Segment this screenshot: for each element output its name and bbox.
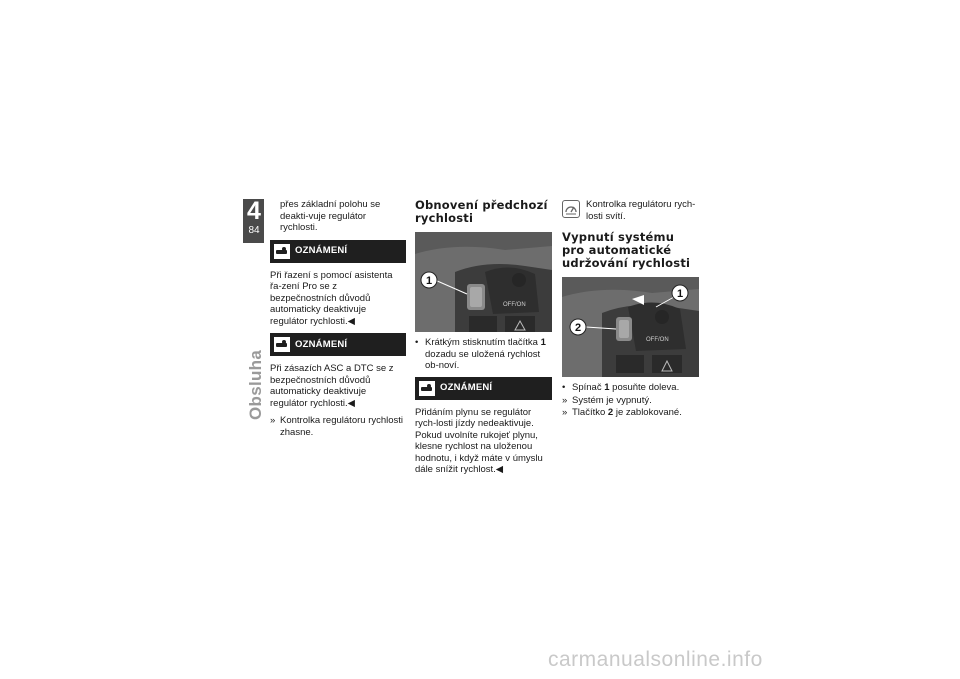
step-text-pre: Spínač <box>572 382 605 393</box>
section-title: Obsluha <box>246 349 265 420</box>
column-2 <box>415 199 552 482</box>
callout-2: 2 <box>574 322 582 334</box>
watermark: carmanualsonline.info <box>548 648 763 671</box>
section-heading: Obnovení předchozí rychlosti <box>415 198 548 225</box>
step-num: 2 <box>607 407 614 418</box>
column-3 <box>562 199 699 424</box>
handlebar-switch-photo <box>562 277 699 377</box>
list-item <box>270 415 406 438</box>
notice-text: Při zásazích ASC a DTC se z bezpečnostních důvodů automaticky deaktivuje regulátor rychlosti.◀ <box>270 363 394 409</box>
switch-label: OFF/ON <box>503 302 526 308</box>
step-text-post: posuňte doleva. <box>609 382 680 393</box>
result-text: Kontrolka regulátoru rychlosti zhasne. <box>280 415 404 438</box>
section-heading: Vypnutí systému pro automatické udržování rychlosti <box>562 230 691 270</box>
list-item <box>562 382 699 394</box>
steps-list <box>415 337 552 372</box>
notice-label: OZNÁMENÍ <box>295 245 348 257</box>
notice-label: OZNÁMENÍ <box>295 338 348 350</box>
list-item <box>562 407 699 419</box>
callout-1: 1 <box>425 275 433 287</box>
bullet-marker: • <box>562 382 566 393</box>
notice-label: OZNÁMENÍ <box>440 382 493 394</box>
section-title-vertical <box>243 330 265 420</box>
step-text-pre: Systém je vypnutý. <box>572 394 652 406</box>
indicator-text: Kontrolka regulátoru rych-losti svítí. <box>586 199 696 222</box>
notice-banner <box>270 240 406 263</box>
list-item <box>562 395 699 407</box>
handlebar-switch-photo <box>415 232 552 332</box>
result-marker: » <box>562 394 568 406</box>
step-text-post: je zablokované. <box>613 407 682 418</box>
column-1 <box>270 199 406 443</box>
hand-notice-icon <box>419 381 435 396</box>
step-text-post: dozadu se uložená rychlost ob-noví. <box>425 348 541 371</box>
step-text-pre: Krátkým stisknutím tlačítka <box>425 337 541 348</box>
steps-list <box>562 382 699 419</box>
cruise-control-indicator-icon <box>562 200 580 218</box>
step-num: 1 <box>604 382 610 393</box>
bullet-marker: • <box>415 337 419 348</box>
hand-notice-icon <box>274 244 290 259</box>
chapter-number: 4 <box>247 197 261 225</box>
result-list <box>270 415 406 438</box>
result-marker: » <box>270 415 276 426</box>
notice-text: Přidáním plynu se regulátor rych-losti jízdy nedeaktivuje. Pokud uvolníte rukojeť plynu, klesne rychlost na uloženou hodnotu, i když máte v úmyslu dále snížit rychlost.◀ <box>415 406 543 475</box>
page-number: 84 <box>248 225 260 236</box>
step-text-pre: Tlačítko <box>572 407 608 418</box>
indicator-row <box>562 199 699 222</box>
result-marker: » <box>562 407 568 418</box>
list-item <box>415 337 552 372</box>
notice-text: Při řazení s pomocí asistenta řa-zení Pro se z bezpečnostních důvodů automaticky deaktivuje regulátor rychlosti.◀ <box>270 269 393 327</box>
notice-banner <box>415 377 552 400</box>
switch-label: OFF/ON <box>646 337 669 343</box>
hand-notice-icon <box>274 337 290 352</box>
step-num: 1 <box>540 337 546 348</box>
intro-text: přes základní polohu se deakti-vuje regulátor rychlosti. <box>280 199 381 233</box>
notice-banner <box>270 333 406 356</box>
callout-1: 1 <box>676 288 684 300</box>
